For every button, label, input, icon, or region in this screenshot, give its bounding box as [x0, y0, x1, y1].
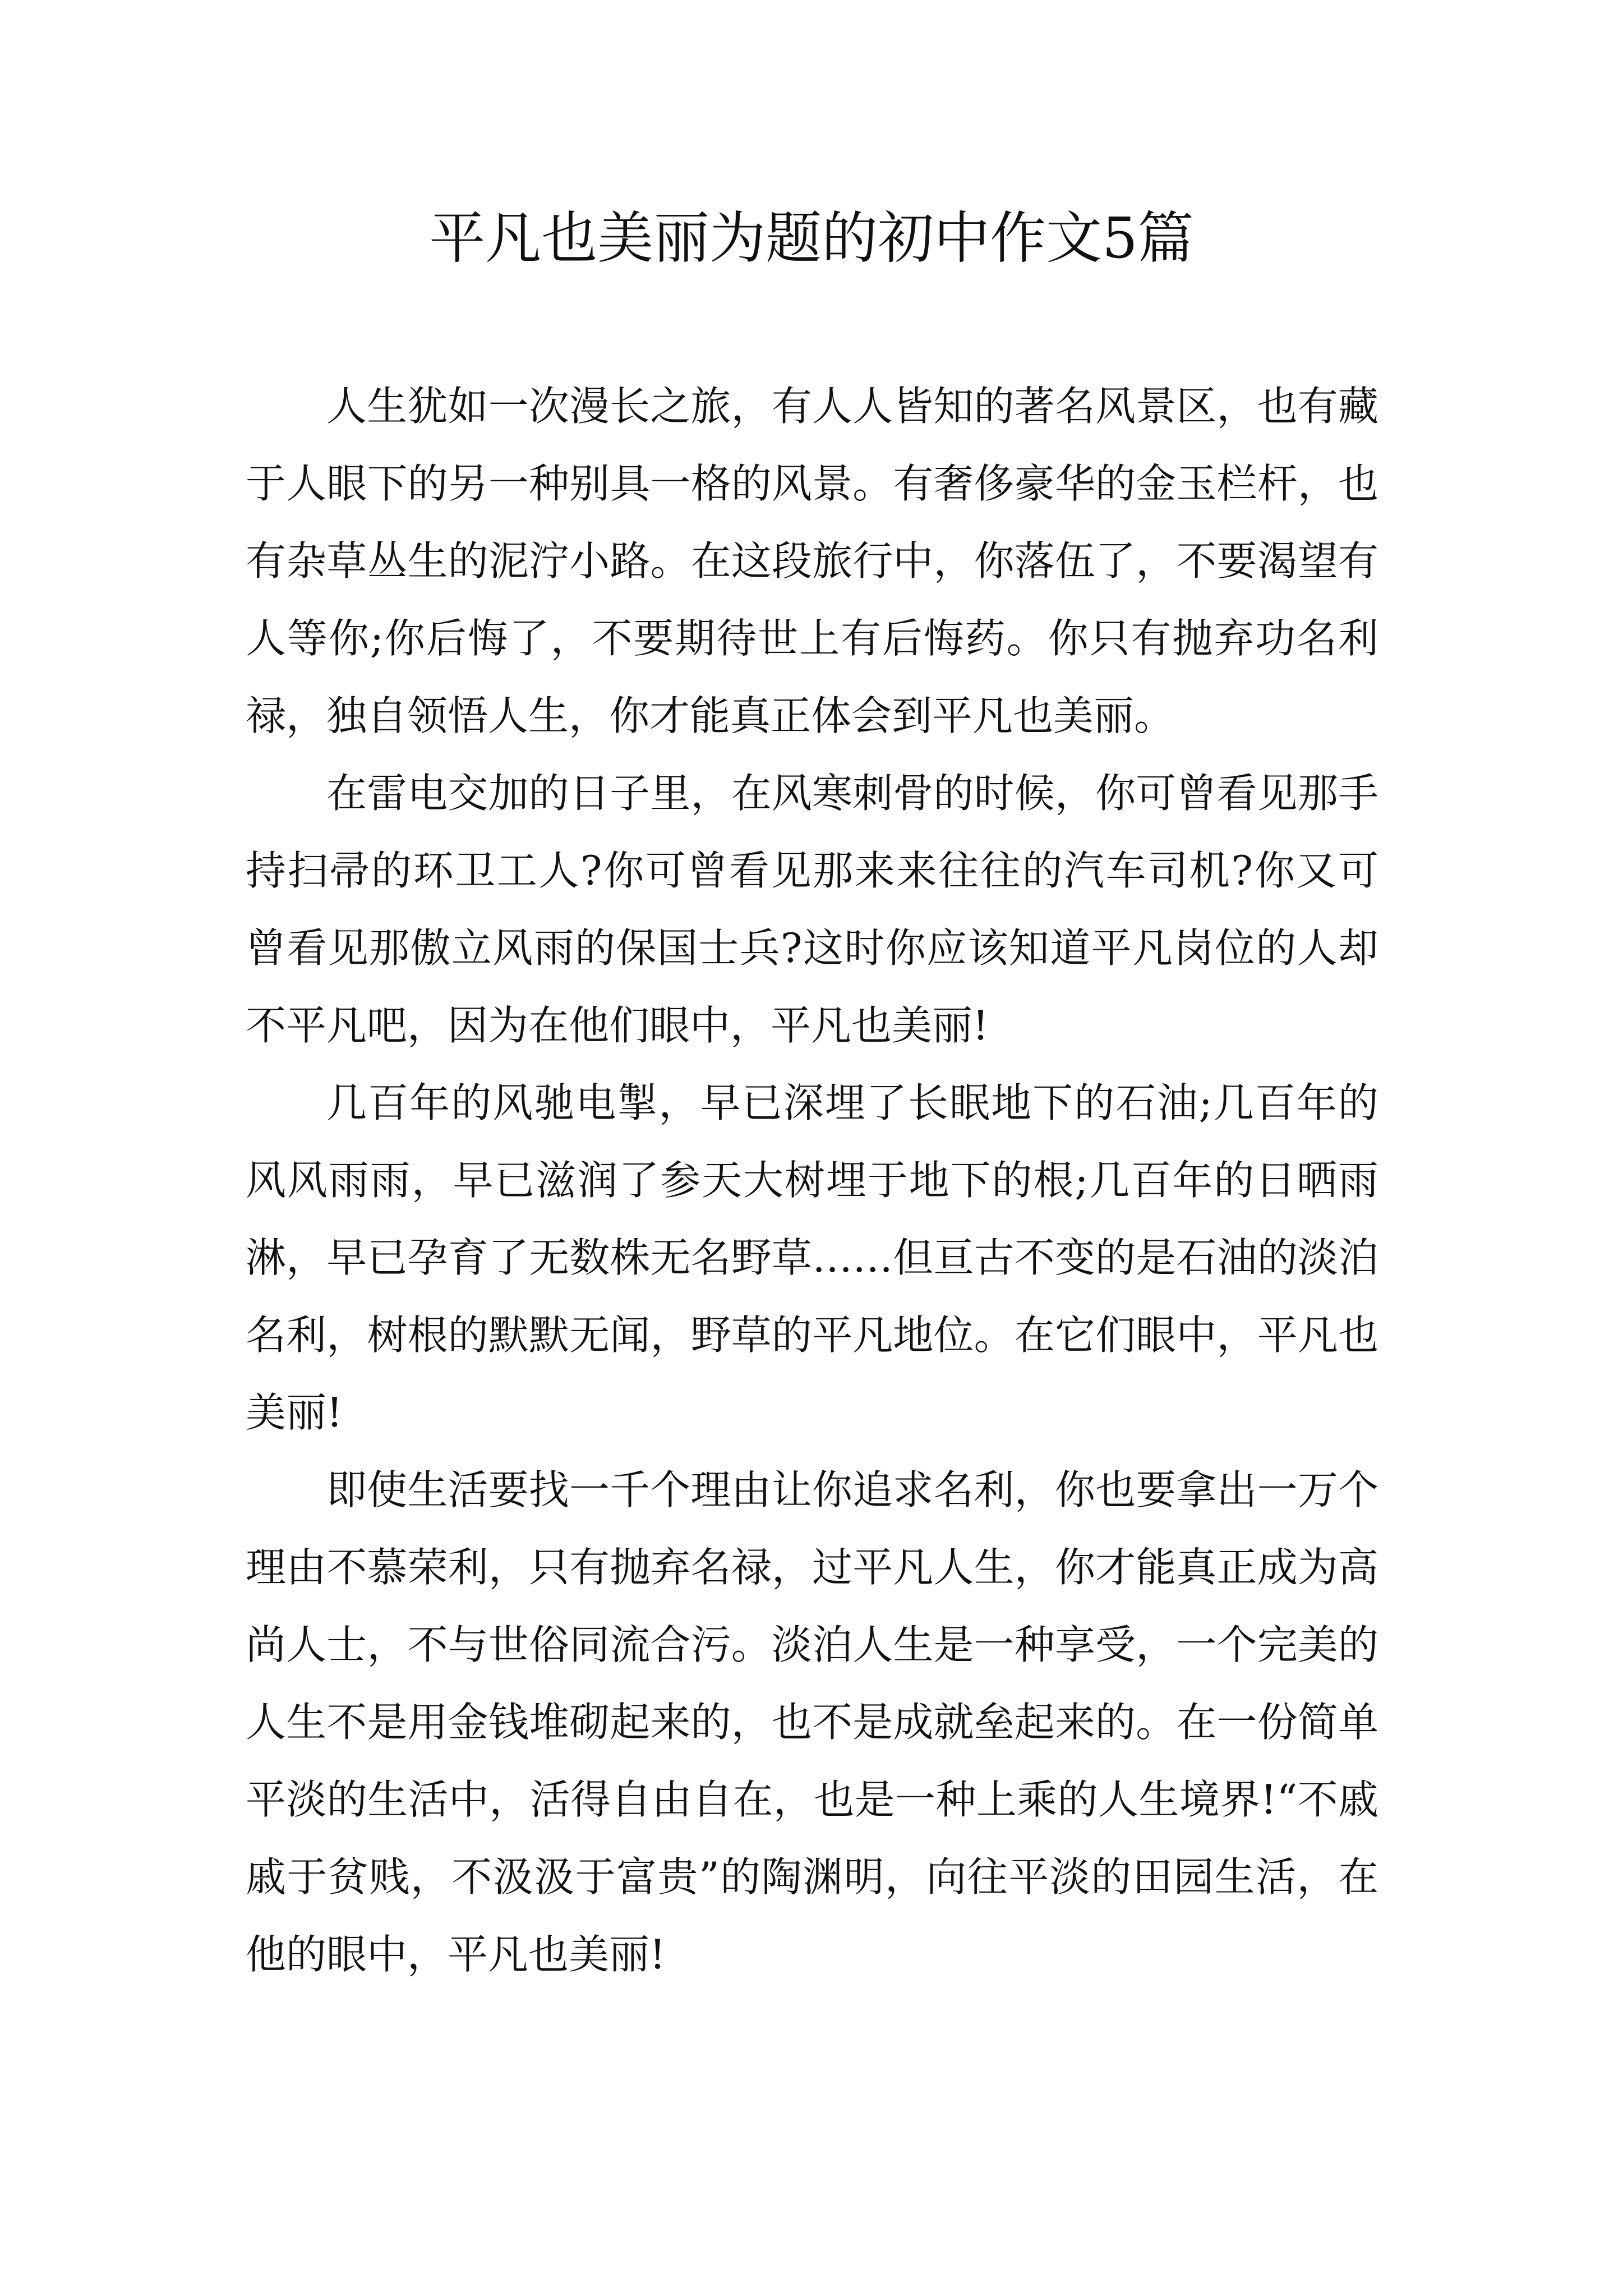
paragraph-2: 在雷电交加的日子里，在风寒刺骨的时候，你可曾看见那手持扫帚的环卫工人?你可曾看见那来来往往的汽车司机?你又可曾看见那傲立风雨的保国士兵?这时你应该知道平凡岗位的人却不平凡吧，因为在他们眼中，平凡也美丽!: [246, 770, 1378, 1049]
page-title: 平凡也美丽为题的初中作文5篇: [429, 205, 1194, 271]
document-body: [246, 367, 1378, 1993]
paragraph-3: 几百年的风驰电掣，早已深埋了长眠地下的石油;几百年的风风雨雨，早已滋润了参天大树埋于地下的根;几百年的日晒雨淋，早已孕育了无数株无名野草……但亘古不变的是石油的淡泊名利，树根的默默无闻，野草的平凡地位。在它们眼中，平凡也美丽!: [246, 1079, 1378, 1436]
paragraph-4: 即使生活要找一千个理由让你追求名利，你也要拿出一万个理由不慕荣利，只有抛弃名禄，过平凡人生，你才能真正成为高尚人士，不与世俗同流合污。淡泊人生是一种享受，一个完美的人生不是用金钱堆砌起来的，也不是成就垒起来的。在一份简单平淡的生活中，活得自由自在，也是一种上乘的人生境界!“不戚戚于贫贱，不汲汲于富贵”的陶渊明，向往平淡的田园生活，在他的眼中，平凡也美丽!: [246, 1466, 1378, 1978]
paragraph-1: 人生犹如一次漫长之旅，有人人皆知的著名风景区，也有藏于人眼下的另一种别具一格的风景。有奢侈豪华的金玉栏杆，也有杂草丛生的泥泞小路。在这段旅行中，你落伍了，不要渴望有人等你;你后悔了，不要期待世上有后悔药。你只有抛弃功名利禄，独自领悟人生，你才能真正体会到平凡也美丽。: [246, 383, 1378, 739]
